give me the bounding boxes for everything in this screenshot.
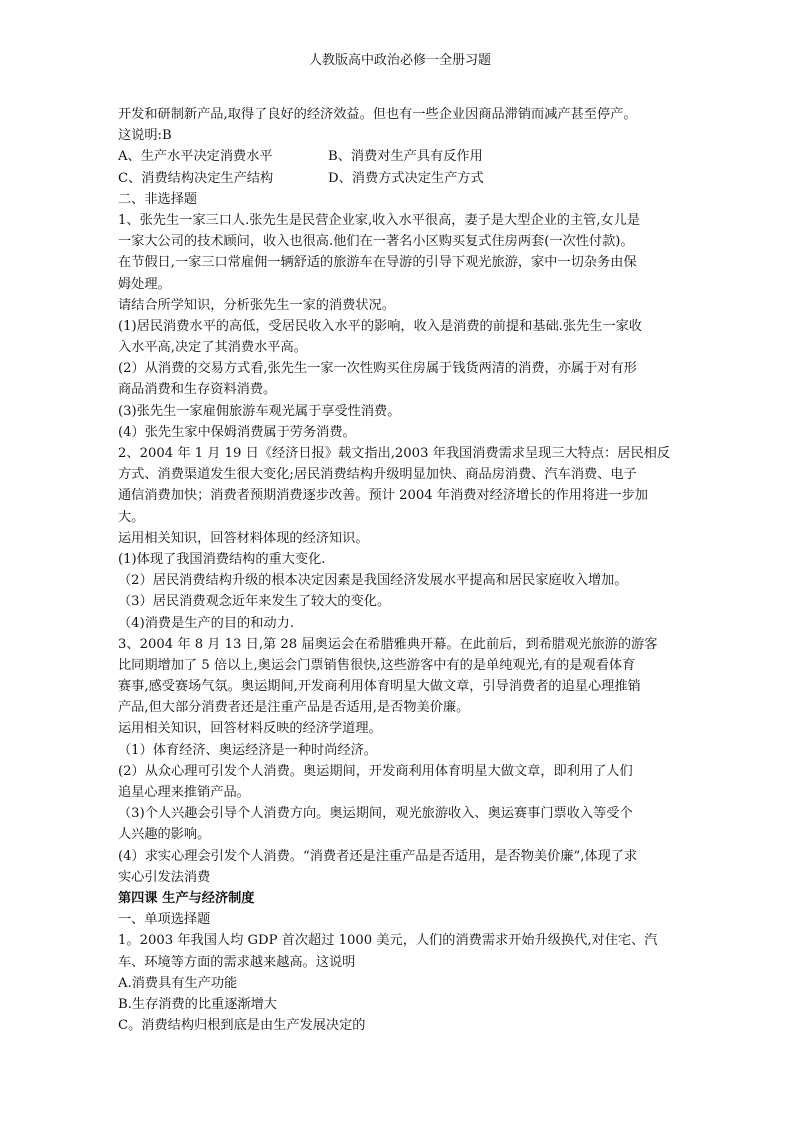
text-line: (3)张先生一家雇佣旅游车观光属于享受性消费。 xyxy=(118,403,401,419)
text-line: 请结合所学知识，分析张先生一家的消费状况。 xyxy=(118,297,395,313)
text-line: （4)消费是生产的目的和动力. xyxy=(118,615,294,631)
text-line: （1）体育经济、奥运经济是一种时尚经济。 xyxy=(118,742,377,758)
section-heading: 一、单项选择题 xyxy=(118,912,211,928)
text-line: 开发和研制新产品,取得了良好的经济效益。但也有一些企业因商品滞销而减产甚至停产。 xyxy=(118,107,637,122)
option-line: C。消费结构归根到底是由生产发展决定的 xyxy=(118,1018,366,1034)
text-line: 商品消费和生存资料消费。 xyxy=(118,382,277,398)
option-b: B、消费对生产具有反作用 xyxy=(328,149,483,165)
text-line: 人兴趣的影响。 xyxy=(118,827,211,843)
text-line: 通信消费加快；消费者预期消费逐步改善。预计 2004 年消费对经济增长的作用将进一步加 xyxy=(118,488,648,504)
text-line: 在节假日,一家三口常雇佣一辆舒适的旅游车在导游的引导下观光旅游，家中一切杂务由保 xyxy=(118,255,637,271)
text-line: 运用相关知识，回答材料体现的经济知识。 xyxy=(118,530,369,546)
text-line: 姆处理。 xyxy=(118,276,171,292)
text-line: 1、张先生一家三口人.张先生是民营企业家,收入水平很高，妻子是大型企业的主管,女儿是 xyxy=(118,212,641,228)
text-line: 这说明:B xyxy=(118,128,172,144)
text-line: 1。2003 年我国人均 GDP 首次超过 1000 美元，人们的消费需求开始升级换代,对住宅、汽 xyxy=(118,933,658,949)
text-line: (4）求实心理会引发个人消费。“消费者还是注重产品是否适用，是否物美价廉”,体现了求 xyxy=(118,848,638,864)
text-line: （2）居民消费结构升级的根本决定因素是我国经济发展水平提高和居民家庭收入增加。 xyxy=(118,573,628,589)
text-line: (1)体现了我国消费结构的重大变化. xyxy=(118,551,326,567)
text-line: 车、环境等方面的需求越来越高。这说明 xyxy=(118,954,356,970)
text-line: (4）张先生家中保姆消费属于劳务消费。 xyxy=(118,424,356,440)
options-row xyxy=(118,168,696,189)
text-line: （3）居民消费观念近年来发生了较大的变化。 xyxy=(118,594,391,610)
text-line: (2）从众心理可引发个人消费。奥运期间，开发商利用体育明星大做文章，即利用了人们 xyxy=(118,763,633,779)
page-header-title: 人教版高中政治必修一全册习题 xyxy=(308,53,491,68)
text-line: 一家大公司的技术顾问，收入也很高.他们在一著名小区购买复式住房两套(一次性付款)。 xyxy=(118,234,634,250)
text-line: (2）从消费的交易方式看,张先生一家一次性购买住房属于钱货两清的消费，亦属于对有形 xyxy=(118,361,637,377)
option-line: A.消费具有生产功能 xyxy=(118,975,238,991)
text-line: 运用相关知识，回答材料反映的经济学道理。 xyxy=(118,721,382,737)
text-line: 3、2004 年 8 月 13 日,第 28 届奥运会在希腊雅典开幕。在此前后，到希腊观光旅游的游客 xyxy=(118,636,658,652)
option-a: A、生产水平决定消费水平 xyxy=(118,149,273,165)
option-d: D、消费方式决定生产方式 xyxy=(328,170,484,186)
document-body xyxy=(118,104,696,1036)
lesson-heading: 第四课 生产与经济制度 xyxy=(118,890,255,906)
text-line: 产品,但大部分消费者还是注重产品是否适用,是否物美价廉。 xyxy=(118,700,470,716)
text-line: 方式、消费渠道发生很大变化;居民消费结构升级明显加快、商品房消费、汽车消费、电子 xyxy=(118,467,637,483)
text-line: 追星心理来推销产品。 xyxy=(118,785,250,800)
text-line: （3)个人兴趣会引导个人消费方向。奥运期间，观光旅游收入、奥运赛事门票收入等受个 xyxy=(118,806,633,822)
options-row xyxy=(118,146,696,167)
text-line: 实心引发法消费 xyxy=(118,869,211,885)
text-line: 比同期增加了 5 倍以上,奥运会门票销售很快,这些游客中有的是单纯观光,有的是观看体育 xyxy=(118,657,636,673)
option-c: C、消费结构决定生产结构 xyxy=(118,170,274,186)
option-line: B.生存消费的比重逐渐增大 xyxy=(118,996,277,1012)
section-heading: 二、非选择题 xyxy=(118,191,198,207)
text-line: 2、2004 年 1 月 19 日《经济日报》载文指出,2003 年我国消费需求呈现三大特点：居民相反 xyxy=(118,446,671,461)
text-line: 大。 xyxy=(118,509,145,525)
text-line: (1)居民消费水平的高低，受居民收入水平的影响，收入是消费的前提和基础.张先生一家收 xyxy=(118,318,642,334)
text-line: 入水平高,决定了其消费水平高。 xyxy=(118,340,307,356)
text-line: 赛事,感受赛场气氛。奥运期间,开发商利用体育明星大做文章，引导消费者的追星心理推销 xyxy=(118,679,641,695)
